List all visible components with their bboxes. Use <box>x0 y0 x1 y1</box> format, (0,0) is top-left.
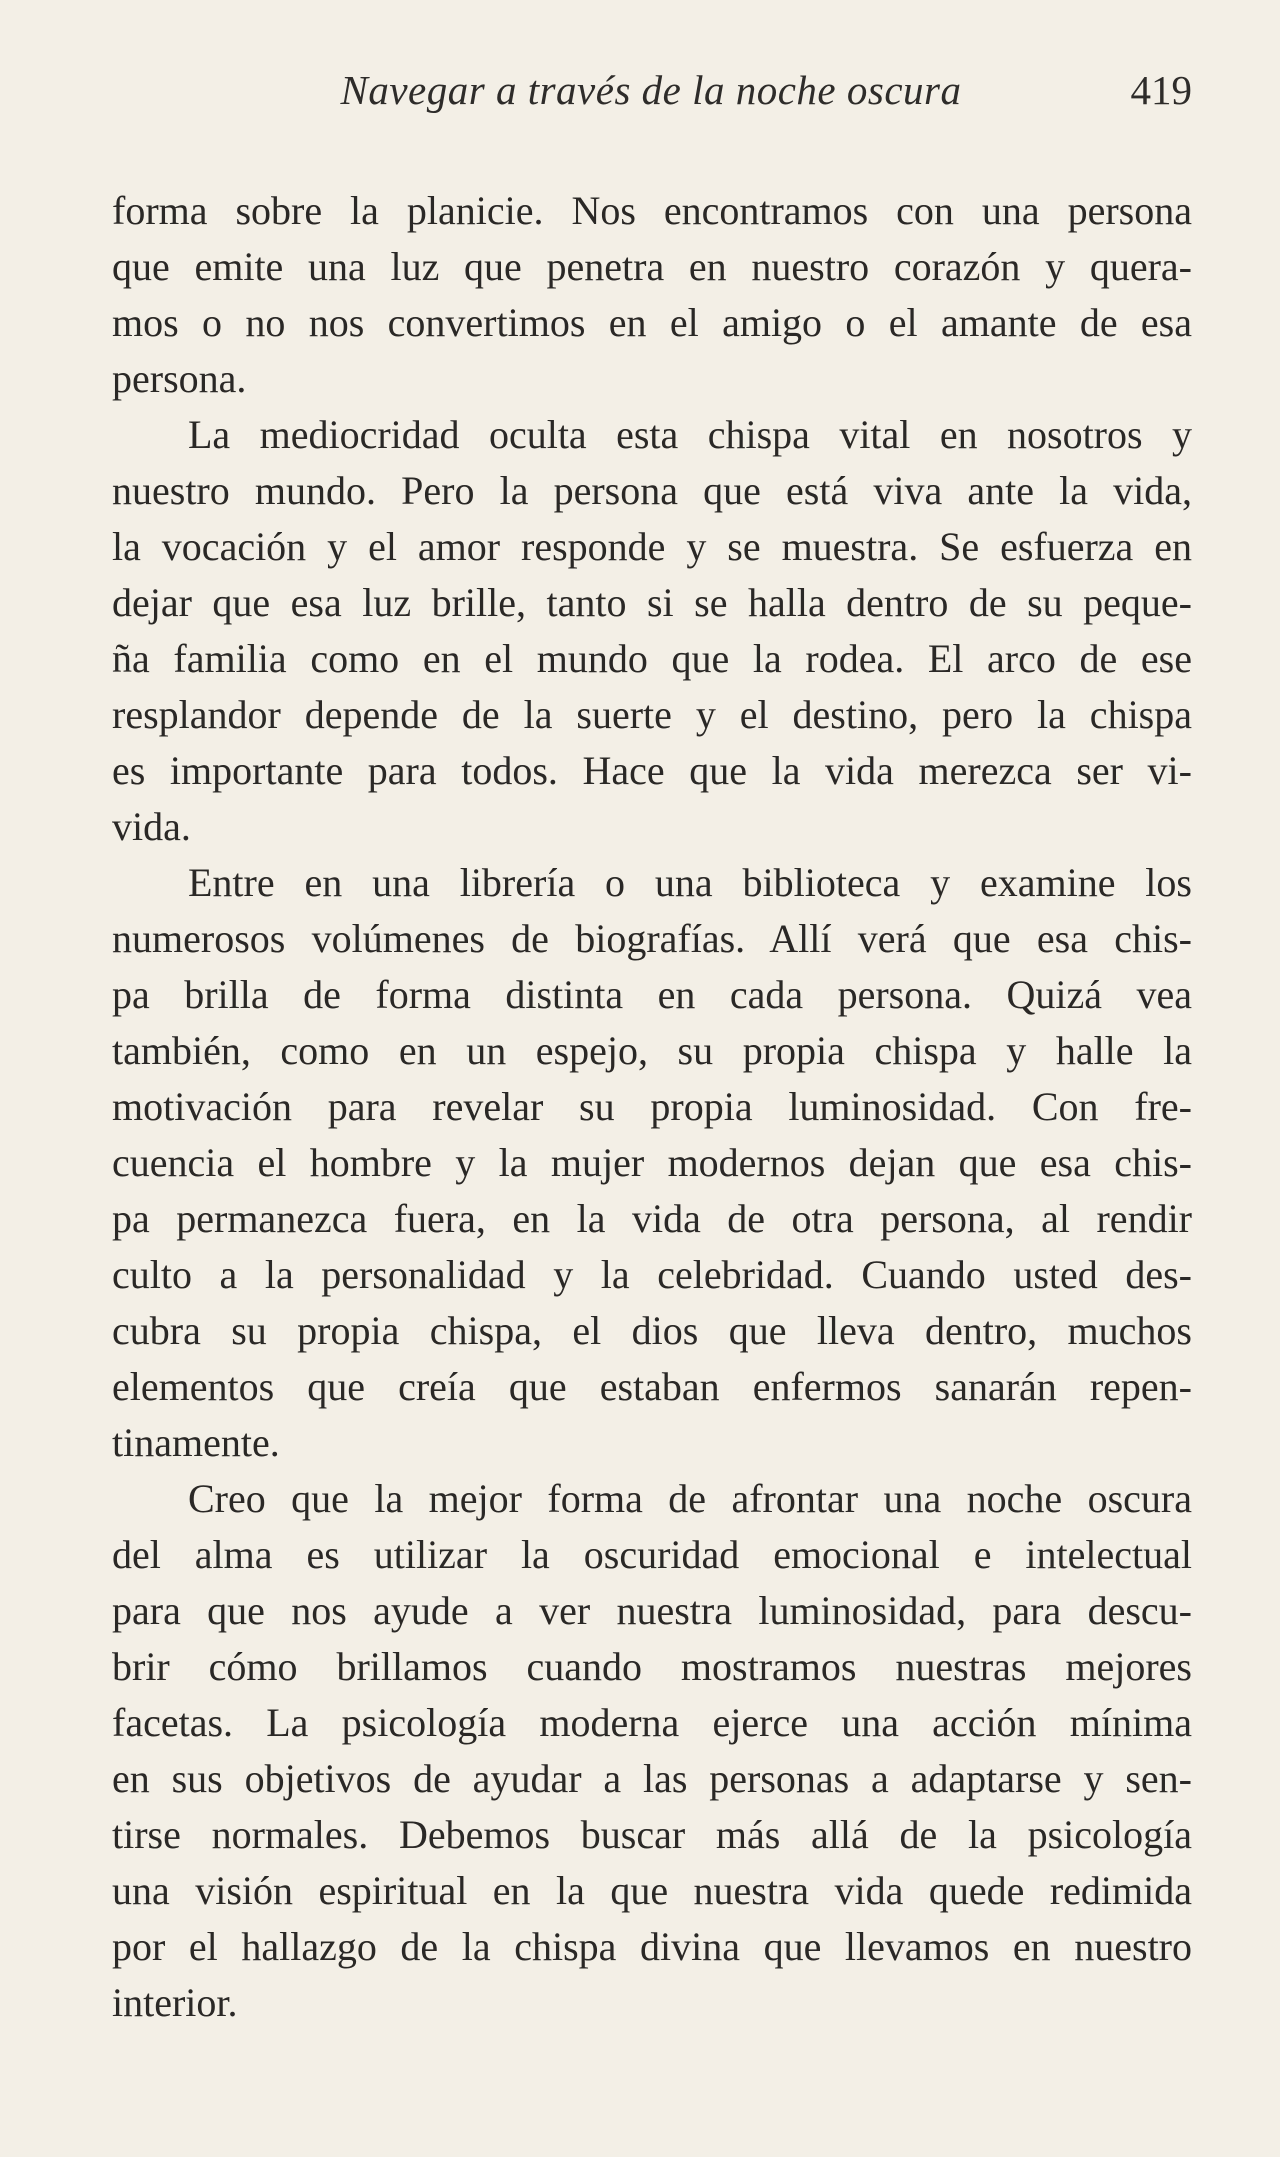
text-line: nuestro mundo. Pero la persona que está viva ante la vida, <box>112 468 1192 513</box>
text-line: numerosos volúmenes de biografías. Allí verá que esa chis- <box>112 916 1192 961</box>
text-line: ña familia como en el mundo que la rodea. El arco de ese <box>112 636 1192 681</box>
text-line: cubra su propia chispa, el dios que lleva dentro, muchos <box>112 1308 1192 1353</box>
text-line: tirse normales. Debemos buscar más allá de la psicología <box>112 1812 1192 1857</box>
text-line: del alma es utilizar la oscuridad emocional e intelectual <box>112 1532 1192 1577</box>
text-line: que emite una luz que penetra en nuestro corazón y quera- <box>112 244 1192 289</box>
text-line: culto a la personalidad y la celebridad. Cuando usted des- <box>112 1252 1192 1297</box>
text-line: Creo que la mejor forma de afrontar una noche oscura <box>188 1476 1192 1521</box>
running-header <box>110 66 1192 126</box>
text-line: mos o no nos convertimos en el amigo o el amante de esa <box>112 300 1192 345</box>
text-line: Entre en una librería o una biblioteca y examine los <box>188 860 1192 905</box>
paragraph <box>112 407 1192 855</box>
text-line: pa permanezca fuera, en la vida de otra persona, al rendir <box>112 1196 1192 1241</box>
text-line: motivación para revelar su propia luminosidad. Con fre- <box>112 1084 1192 1129</box>
text-line: es importante para todos. Hace que la vida merezca ser vi- <box>112 748 1192 793</box>
text-line: persona. <box>112 356 247 401</box>
text-line: interior. <box>112 1980 238 2025</box>
text-line: una visión espiritual en la que nuestra vida quede redimida <box>112 1868 1192 1913</box>
paragraph <box>112 1471 1192 2031</box>
text-line: vida. <box>112 804 191 849</box>
text-line: cuencia el hombre y la mujer modernos dejan que esa chis- <box>112 1140 1192 1185</box>
text-line: también, como en un espejo, su propia chispa y halle la <box>112 1028 1192 1073</box>
text-line: para que nos ayude a ver nuestra luminosidad, para descu- <box>112 1588 1192 1633</box>
text-line: brir cómo brillamos cuando mostramos nuestras mejores <box>112 1644 1192 1689</box>
running-title: Navegar a través de la noche oscura <box>340 67 962 113</box>
text-line: La mediocridad oculta esta chispa vital en nosotros y <box>188 412 1192 457</box>
paragraph <box>112 183 1192 407</box>
text-line: la vocación y el amor responde y se muestra. Se esfuerza en <box>112 524 1192 569</box>
text-line: dejar que esa luz brille, tanto si se halla dentro de su peque- <box>112 580 1192 625</box>
text-line: por el hallazgo de la chispa divina que llevamos en nuestro <box>112 1924 1192 1969</box>
body-text <box>112 183 1192 2031</box>
text-line: forma sobre la planicie. Nos encontramos con una persona <box>112 188 1192 233</box>
text-line: pa brilla de forma distinta en cada persona. Quizá vea <box>112 972 1192 1017</box>
text-line: facetas. La psicología moderna ejerce una acción mínima <box>112 1700 1192 1745</box>
text-line: tinamente. <box>112 1420 280 1465</box>
text-line: resplandor depende de la suerte y el destino, pero la chispa <box>112 692 1192 737</box>
paragraph <box>112 855 1192 1471</box>
text-line: elementos que creía que estaban enfermos sanarán repen- <box>112 1364 1192 1409</box>
page-number: 419 <box>1130 67 1192 113</box>
text-line: en sus objetivos de ayudar a las personas a adaptarse y sen- <box>112 1756 1192 1801</box>
